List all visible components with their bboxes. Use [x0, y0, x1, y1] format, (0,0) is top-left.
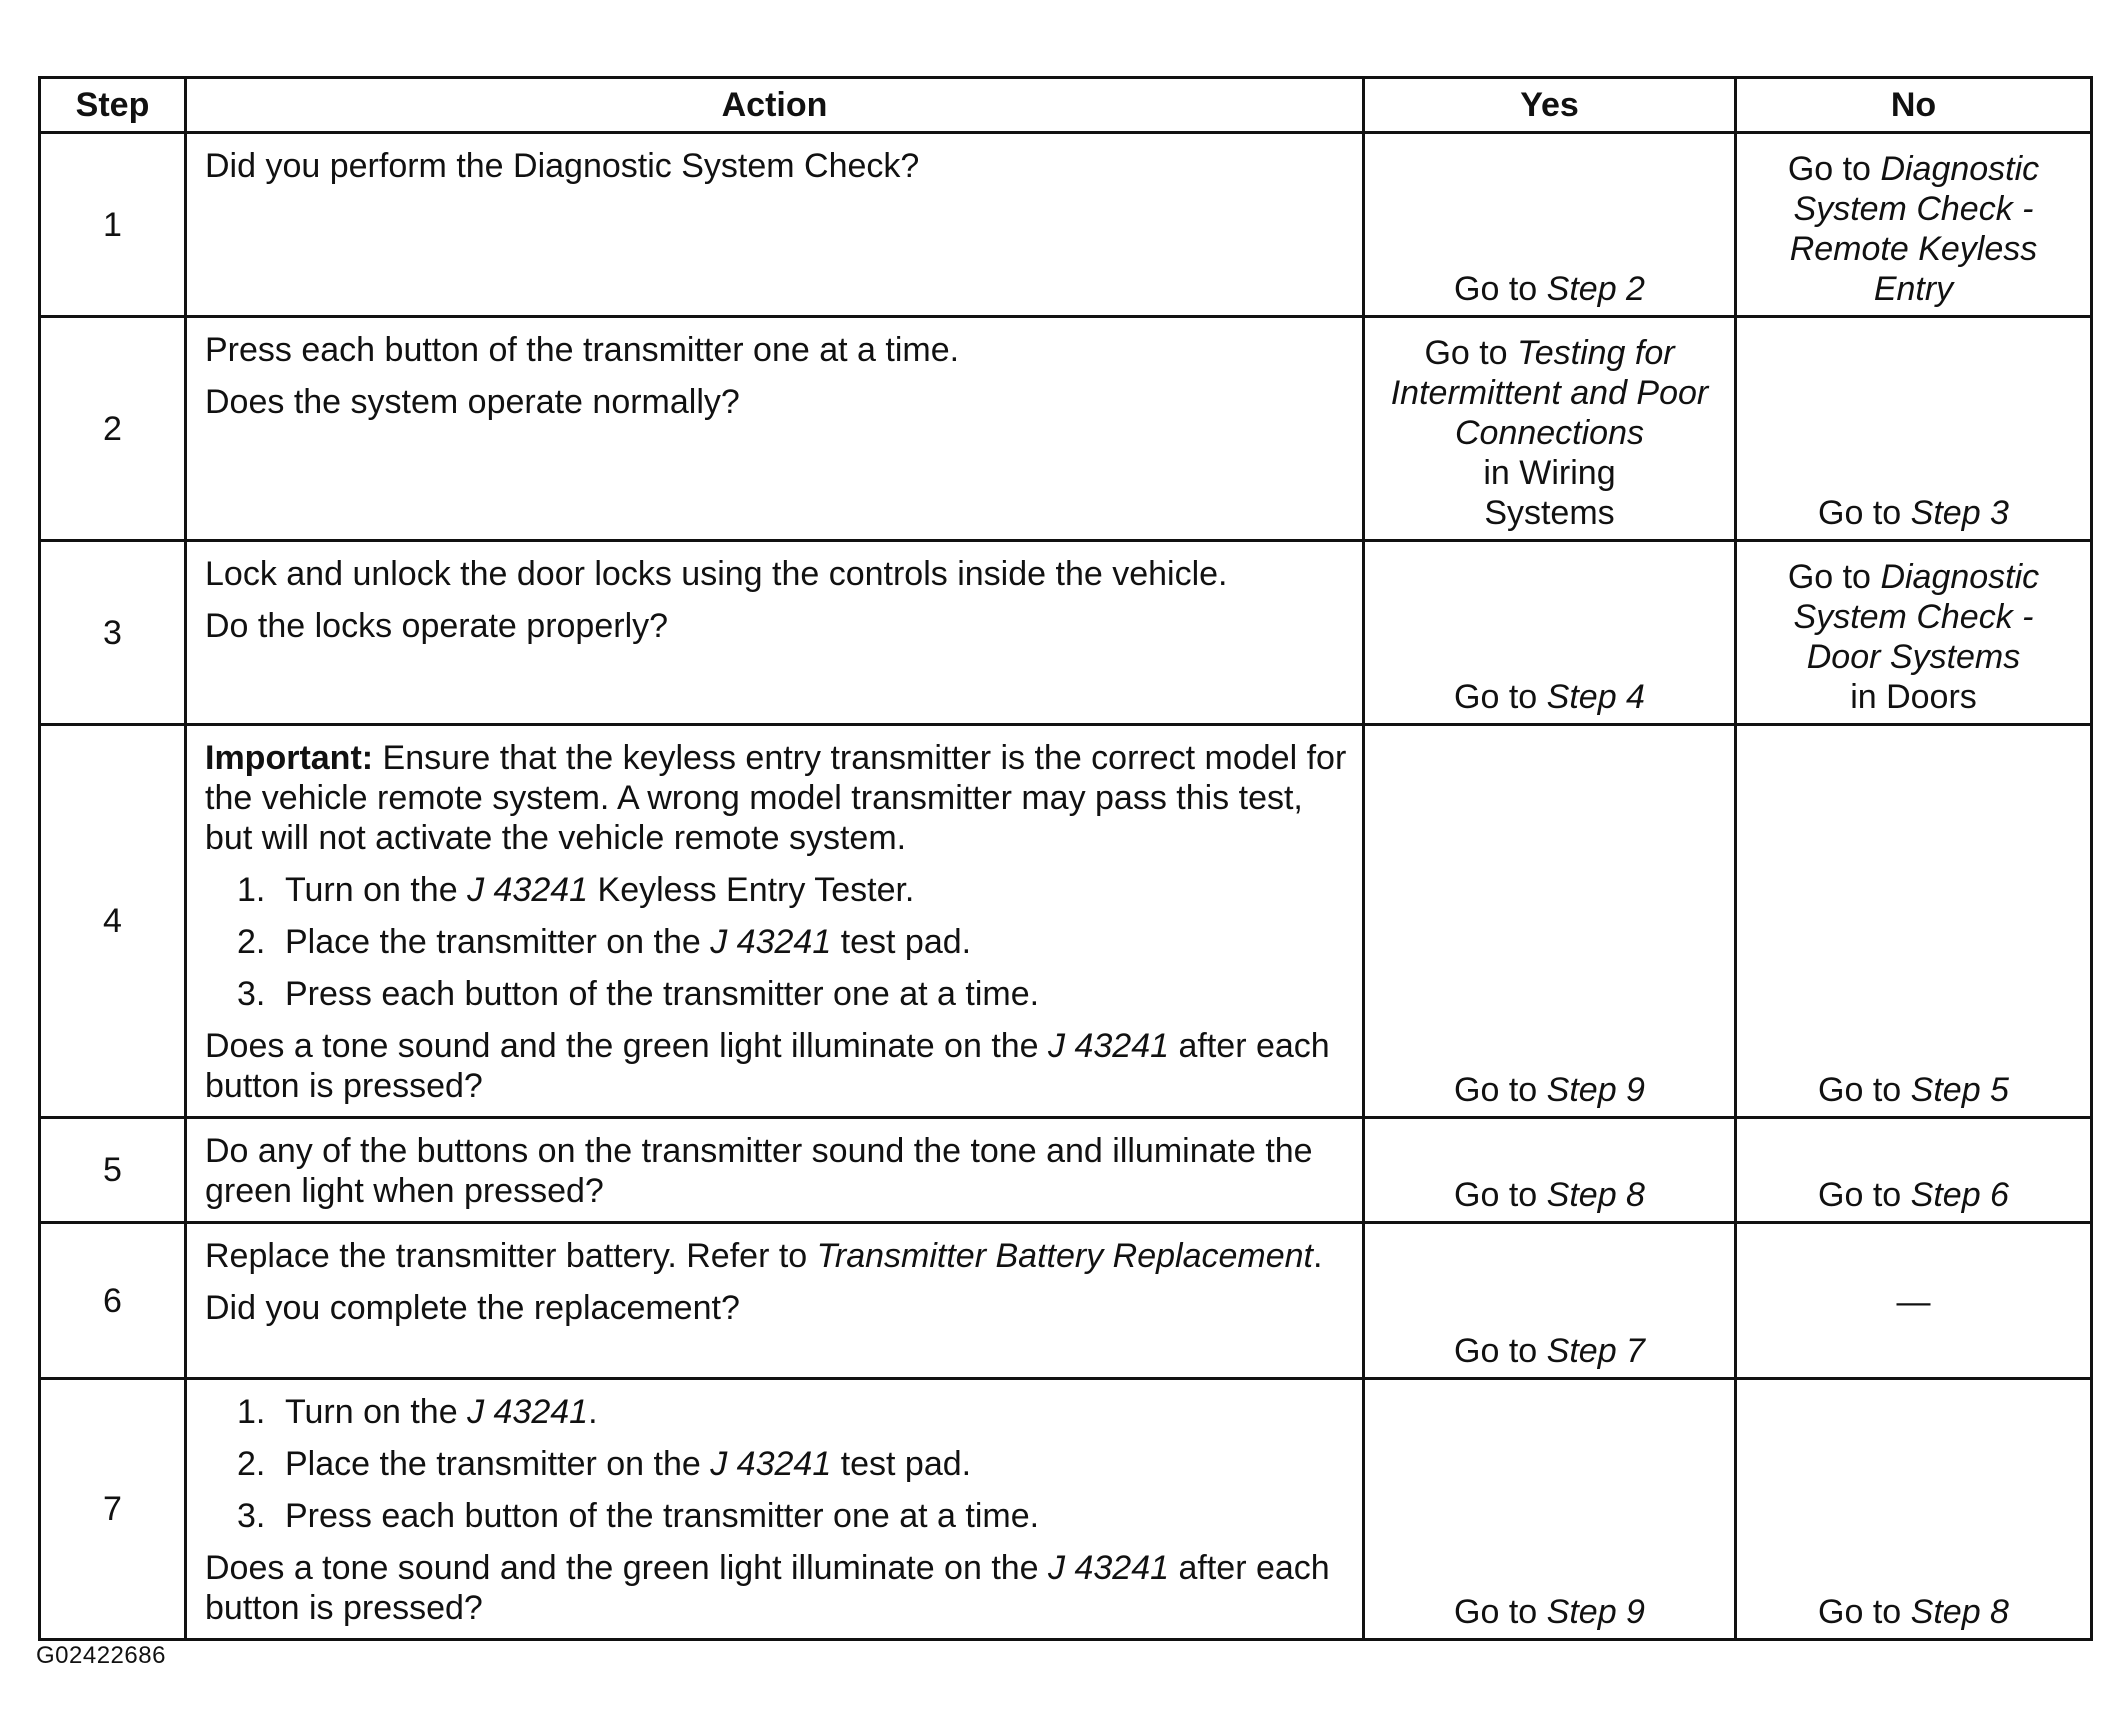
action-question [205, 1548, 1348, 1628]
tool-reference: J 43241 [710, 923, 832, 961]
goto-text: Go to [1424, 334, 1508, 372]
list-item [205, 1444, 1348, 1484]
step-reference: Step 7 [1546, 1332, 1645, 1370]
item-text: Place the transmitter on the [285, 923, 701, 961]
table-row-step-1 [40, 133, 2092, 317]
item-number: 2. [237, 1445, 266, 1483]
procedure-reference: System Check - [1793, 190, 2034, 228]
procedure-reference: Testing for [1517, 334, 1675, 372]
procedure-reference: in Wiring [1483, 454, 1616, 492]
no-cell [1736, 1379, 2092, 1640]
table-row-step-6 [40, 1223, 2092, 1379]
question-text: Does a tone sound and the green light illuminate on the [205, 1549, 1039, 1587]
action-question [205, 1026, 1348, 1106]
table-row-step-7 [40, 1379, 2092, 1640]
important-note [205, 738, 1348, 858]
goto-text: Go to [1787, 558, 1871, 596]
list-item [205, 870, 1348, 910]
yes-cell [1364, 1379, 1736, 1640]
procedure-reference: Systems [1484, 494, 1615, 532]
item-number: 1. [237, 871, 266, 909]
header-step: Step [40, 78, 186, 133]
step-reference: Step 9 [1546, 1071, 1645, 1109]
no-cell [1736, 133, 2092, 317]
goto-text: Go to [1454, 678, 1538, 716]
step-number: 2 [40, 317, 186, 541]
action-cell [186, 1223, 1364, 1379]
yes-cell [1364, 1223, 1736, 1379]
table-row-step-4 [40, 725, 2092, 1118]
yes-cell [1364, 133, 1736, 317]
step-number: 5 [40, 1118, 186, 1223]
item-text: Keyless Entry Tester. [597, 871, 915, 909]
action-cell [186, 1379, 1364, 1640]
goto-text: Go to [1454, 1593, 1538, 1631]
step-number: 7 [40, 1379, 186, 1640]
step-reference: Step 8 [1910, 1593, 2009, 1631]
instruction-text: Replace the transmitter battery. Refer to [205, 1237, 808, 1275]
procedure-reference: Transmitter Battery Replacement [816, 1237, 1313, 1275]
no-cell [1736, 1118, 2092, 1223]
action-question: Do the locks operate properly? [205, 607, 669, 645]
step-reference: Step 4 [1546, 678, 1645, 716]
list-item [205, 922, 1348, 962]
action-cell [186, 541, 1364, 725]
item-text: . [588, 1393, 598, 1431]
table-row-step-3 [40, 541, 2092, 725]
step-number: 4 [40, 725, 186, 1118]
goto-text: Go to [1787, 150, 1871, 188]
item-text: Turn on the [285, 1393, 458, 1431]
procedure-list [205, 1392, 1348, 1536]
procedure-reference: Diagnostic [1880, 150, 2040, 188]
item-number: 3. [237, 1497, 266, 1535]
step-reference: Step 8 [1546, 1176, 1645, 1214]
goto-text: Go to [1818, 1071, 1902, 1109]
tool-reference: J 43241 [710, 1445, 832, 1483]
tool-reference: J 43241 [1048, 1027, 1170, 1065]
action-instruction: Lock and unlock the door locks using the controls inside the vehicle. [205, 555, 1228, 593]
item-text: Turn on the [285, 871, 458, 909]
list-item [205, 974, 1348, 1014]
step-number: 6 [40, 1223, 186, 1379]
no-cell [1736, 541, 2092, 725]
item-text: test pad. [840, 1445, 972, 1483]
important-text: Ensure that the keyless entry transmitter is the correct model for the vehicle remote system. A wrong model transmitter may pass this test, but will not activate the vehicle remote system. [205, 739, 1347, 857]
no-cell [1736, 725, 2092, 1118]
item-number: 1. [237, 1393, 266, 1431]
action-question: Did you complete the replacement? [205, 1289, 740, 1327]
list-item [205, 1496, 1348, 1536]
question-text: after each button is pressed? [205, 1549, 1330, 1627]
procedure-reference: Intermittent and Poor [1390, 374, 1709, 412]
goto-text: Go to [1818, 494, 1902, 532]
action-cell [186, 1118, 1364, 1223]
list-item [205, 1392, 1348, 1432]
important-label: Important: [205, 739, 374, 777]
action-instruction: Press each button of the transmitter one at a time. [205, 331, 960, 369]
goto-text: Go to [1454, 1071, 1538, 1109]
goto-text: Go to [1454, 270, 1538, 308]
action-question: Do any of the buttons on the transmitter sound the tone and illuminate the green light when pressed? [205, 1132, 1313, 1210]
tool-reference: J 43241 [467, 1393, 589, 1431]
question-text: Does a tone sound and the green light illuminate on the [205, 1027, 1039, 1065]
goto-text: Go to [1818, 1176, 1902, 1214]
table-row-step-5 [40, 1118, 2092, 1223]
item-text: Press each button of the transmitter one at a time. [285, 1497, 1040, 1535]
item-number: 3. [237, 975, 266, 1013]
step-reference: Step 5 [1910, 1071, 2009, 1109]
yes-cell [1364, 1118, 1736, 1223]
step-reference: Step 3 [1910, 494, 2009, 532]
header-yes: Yes [1364, 78, 1736, 133]
procedure-reference: in Doors [1850, 678, 1977, 716]
action-cell [186, 317, 1364, 541]
no-cell [1736, 1223, 2092, 1379]
no-cell [1736, 317, 2092, 541]
not-applicable-dash: — [1896, 1282, 1931, 1321]
yes-cell [1364, 725, 1736, 1118]
item-text: test pad. [840, 923, 972, 961]
item-number: 2. [237, 923, 266, 961]
procedure-reference: Diagnostic [1880, 558, 2040, 596]
procedure-list [205, 870, 1348, 1014]
tool-reference: J 43241 [467, 871, 589, 909]
goto-text: Go to [1818, 1593, 1902, 1631]
table-row-step-2 [40, 317, 2092, 541]
header-no: No [1736, 78, 2092, 133]
action-question: Does the system operate normally? [205, 383, 740, 421]
header-action: Action [186, 78, 1364, 133]
action-instruction [205, 1236, 1348, 1276]
procedure-reference: Connections [1454, 414, 1644, 452]
instruction-text: . [1312, 1237, 1323, 1275]
header-row [40, 78, 2092, 133]
procedure-reference: Entry [1873, 270, 1954, 308]
step-reference: Step 9 [1546, 1593, 1645, 1631]
step-reference: Step 2 [1546, 270, 1645, 308]
step-reference: Step 6 [1910, 1176, 2009, 1214]
action-cell [186, 725, 1364, 1118]
procedure-reference: System Check - [1793, 598, 2034, 636]
figure-id: G02422686 [36, 1642, 166, 1669]
goto-text: Go to [1454, 1176, 1538, 1214]
procedure-reference: Remote Keyless [1789, 230, 2038, 268]
step-number: 3 [40, 541, 186, 725]
step-number: 1 [40, 133, 186, 317]
question-text: after each button is pressed? [205, 1027, 1330, 1105]
tool-reference: J 43241 [1048, 1549, 1170, 1587]
item-text: Press each button of the transmitter one at a time. [285, 975, 1040, 1013]
item-text: Place the transmitter on the [285, 1445, 701, 1483]
action-cell [186, 133, 1364, 317]
yes-cell [1364, 317, 1736, 541]
action-question: Did you perform the Diagnostic System Check? [205, 147, 920, 185]
diagnostic-table [38, 76, 2093, 1641]
yes-cell [1364, 541, 1736, 725]
goto-text: Go to [1454, 1332, 1538, 1370]
procedure-reference: Door Systems [1806, 638, 2021, 676]
